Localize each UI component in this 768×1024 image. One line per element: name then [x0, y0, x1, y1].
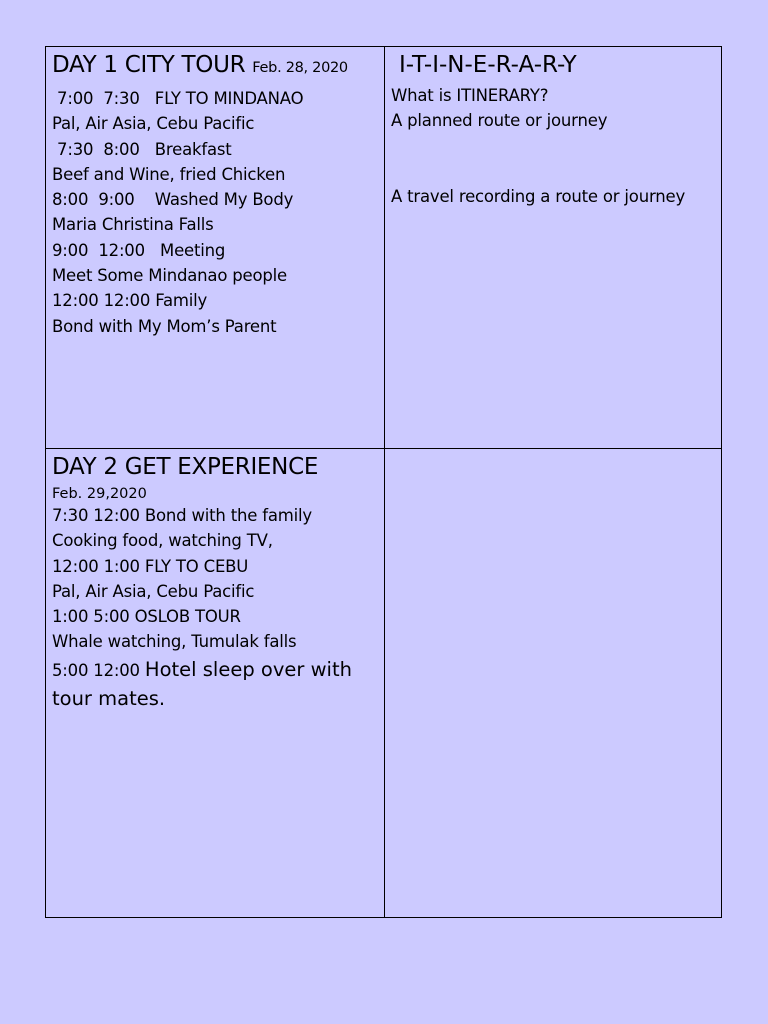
day2-cell: [46, 449, 384, 918]
itinerary-definition: A planned route or journey: [391, 111, 608, 131]
itinerary-question: What is ITINERARY?: [391, 86, 549, 105]
empty-cell: [385, 449, 722, 918]
day2-line: Pal, Air Asia, Cebu Pacific: [52, 581, 255, 601]
day1-title: DAY 1 CITY TOUR: [52, 52, 246, 78]
day1-line: 12:00 12:00 Family: [52, 291, 208, 311]
day2-line: 1:00 5:00 OSLOB TOUR: [52, 607, 241, 627]
day2-line: Cooking food, watching TV,: [52, 531, 273, 551]
itinerary-title: I-T-I-N-E-R-A-R-Y: [399, 52, 577, 78]
itinerary-definition: A travel recording a route or journey: [391, 186, 686, 206]
day2-last-entry: [52, 655, 378, 713]
day2-line: 7:30 12:00 Bond with the family: [52, 506, 312, 525]
day1-line: 9:00 12:00 Meeting: [52, 240, 226, 260]
day1-date: Feb. 28, 2020: [252, 60, 348, 76]
day2-line: Whale watching, Tumulak falls: [52, 632, 297, 652]
day1-line: Beef and Wine, fried Chicken: [52, 164, 286, 184]
day1-line: 8:00 9:00 Washed My Body: [52, 190, 294, 210]
day2-last-time: 5:00 12:00: [52, 660, 145, 680]
day2-date: Feb. 29,2020: [52, 486, 147, 502]
day1-line: 7:00 7:30 FLY TO MINDANAO: [52, 89, 304, 108]
day2-title: DAY 2 GET EXPERIENCE: [52, 454, 319, 480]
day1-cell: [46, 47, 384, 448]
day1-line: 7:30 8:00 Breakfast: [52, 139, 232, 159]
day1-line: Pal, Air Asia, Cebu Pacific: [52, 114, 255, 134]
day1-line: Meet Some Mindanao people: [52, 266, 287, 286]
itinerary-definition-cell: [385, 47, 722, 448]
spacer: [391, 134, 716, 184]
day2-last-text: Hotel sleep over with tour mates.: [52, 657, 352, 710]
day1-line: Maria Christina Falls: [52, 215, 214, 235]
day1-line: Bond with My Mom’s Parent: [52, 316, 277, 336]
day1-heading: [52, 47, 378, 86]
itinerary-table: [45, 46, 722, 918]
day2-line: 12:00 1:00 FLY TO CEBU: [52, 556, 249, 576]
